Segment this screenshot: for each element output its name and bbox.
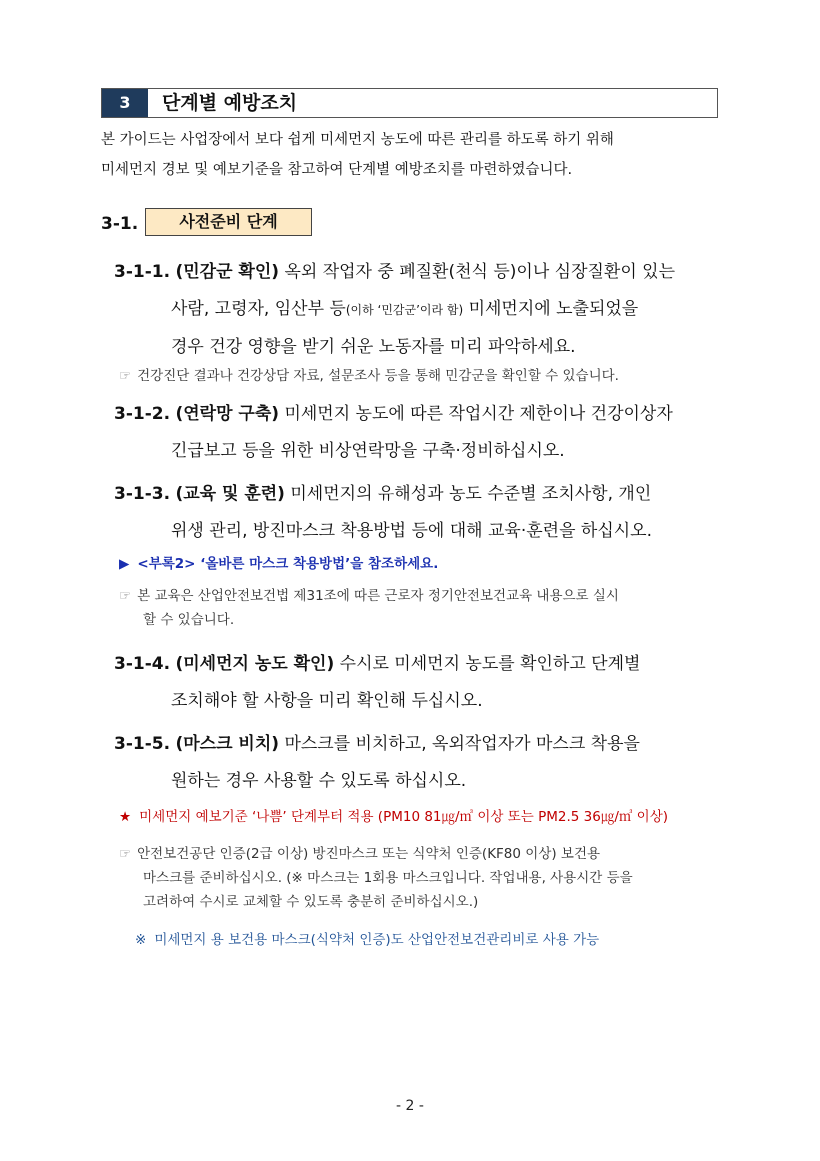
item-heading: (미세먼지 농도 확인)	[175, 654, 335, 674]
note-text: 마스크를 준비하십시오. (※ 마스크는 1회용 마스크입니다. 작업내용, 사용시간 등을	[143, 870, 633, 886]
star-note	[119, 805, 668, 829]
note-education	[119, 584, 724, 632]
pointing-hand-icon: ☞	[119, 368, 132, 384]
item-text: 미세먼지에 노출되었을	[463, 299, 639, 319]
item-text: 사람, 고령자, 임산부 등	[171, 299, 346, 319]
section-header	[101, 88, 718, 118]
note-text: 본 교육은 산업안전보건법 제31조에 따른 근로자 정기안전보건교육 내용으로 실시	[137, 588, 619, 604]
item-number: 3-1-4.	[114, 654, 171, 674]
item-line: 긴급보고 등을 위한 비상연락망을 구축·정비하십시오.	[171, 441, 565, 461]
item-3-1-5	[114, 726, 724, 800]
section-number: 3	[102, 89, 148, 117]
item-line: 원하는 경우 사용할 수 있도록 하십시오.	[171, 771, 467, 791]
intro-line-2: 미세먼지 경보 및 예보기준을 참고하여 단계별 예방조치를 마련하였습니다.	[101, 162, 573, 178]
reference-text: <부록2> ‘올바른 마스크 착용방법’을 참조하세요.	[137, 556, 439, 572]
item-heading: (교육 및 훈련)	[175, 484, 285, 504]
item-line	[114, 396, 724, 433]
triangle-right-icon: ▶	[119, 556, 130, 572]
item-number: 3-1-3.	[114, 484, 171, 504]
note-text: 건강진단 결과나 건강상담 자료, 설문조사 등을 통해 민감군을 확인할 수 있습니다.	[137, 368, 619, 384]
note-text: 할 수 있습니다.	[143, 612, 235, 628]
item-3-1-4	[114, 646, 724, 720]
item-text: 미세먼지 농도에 따른 작업시간 제한이나 건강이상자	[284, 404, 673, 424]
reference-mark-icon: ※	[135, 932, 147, 948]
subsection-number: 3-1.	[101, 214, 139, 234]
note-text: 고려하여 수시로 교체할 수 있도록 충분히 준비하십시오.)	[143, 894, 479, 910]
item-number: 3-1-5.	[114, 734, 171, 754]
item-number: 3-1-2.	[114, 404, 171, 424]
item-heading: (마스크 비치)	[175, 734, 280, 754]
subsection-title: 사전준비 단계	[145, 208, 312, 236]
item-line	[114, 726, 724, 763]
item-line	[114, 476, 724, 513]
item-text: 마스크를 비치하고, 옥외작업자가 마스크 착용을	[284, 734, 640, 754]
item-3-1-1	[114, 254, 724, 366]
reference-mark-text: 미세먼지 용 보건용 마스크(식약처 인증)도 산업안전보건관리비로 사용 가능	[154, 932, 600, 948]
item-heading: (연락망 구축)	[175, 404, 280, 424]
note-sensitive-group	[119, 364, 724, 388]
item-text: 수시로 미세먼지 농도를 확인하고 단계별	[339, 654, 641, 674]
item-3-1-3	[114, 476, 724, 550]
item-line	[114, 254, 724, 291]
item-aside: (이하 ‘민감군’이라 함)	[345, 303, 464, 317]
star-icon: ★	[119, 809, 132, 825]
item-number: 3-1-1.	[114, 262, 171, 282]
item-line: 조치해야 할 사항을 미리 확인해 두십시오.	[171, 691, 483, 711]
page-number: - 2 -	[396, 1098, 424, 1114]
intro-paragraph	[101, 125, 718, 185]
pointing-hand-icon: ☞	[119, 846, 132, 862]
item-line: 위생 관리, 방진마스크 착용방법 등에 대해 교육·훈련을 하십시오.	[171, 521, 653, 541]
item-line	[114, 646, 724, 683]
item-heading: (민감군 확인)	[175, 262, 280, 282]
item-text: 미세먼지의 유해성과 농도 수준별 조치사항, 개인	[290, 484, 652, 504]
item-line	[114, 291, 724, 329]
item-3-1-2	[114, 396, 724, 470]
section-title: 단계별 예방조치	[162, 92, 298, 114]
pointing-hand-icon: ☞	[119, 588, 132, 604]
item-text: 옥외 작업자 중 폐질환(천식 등)이나 심장질환이 있는	[284, 262, 676, 282]
note-mask-preparation	[119, 842, 724, 914]
appendix-reference	[119, 552, 438, 576]
item-line: 경우 건강 영향을 받기 쉬운 노동자를 미리 파악하세요.	[171, 337, 576, 357]
note-text: 안전보건공단 인증(2급 이상) 방진마스크 또는 식약처 인증(KF80 이상) 보건용	[137, 846, 601, 862]
reference-mark-note	[135, 928, 599, 952]
intro-line-1: 본 가이드는 사업장에서 보다 쉽게 미세먼지 농도에 따른 관리를 하도록 하기 위해	[101, 132, 614, 148]
star-note-text: 미세먼지 예보기준 ‘나쁨’ 단계부터 적용 (PM10 81㎍/㎥ 이상 또는 PM2.5 36㎍/㎥ 이상)	[139, 809, 669, 825]
